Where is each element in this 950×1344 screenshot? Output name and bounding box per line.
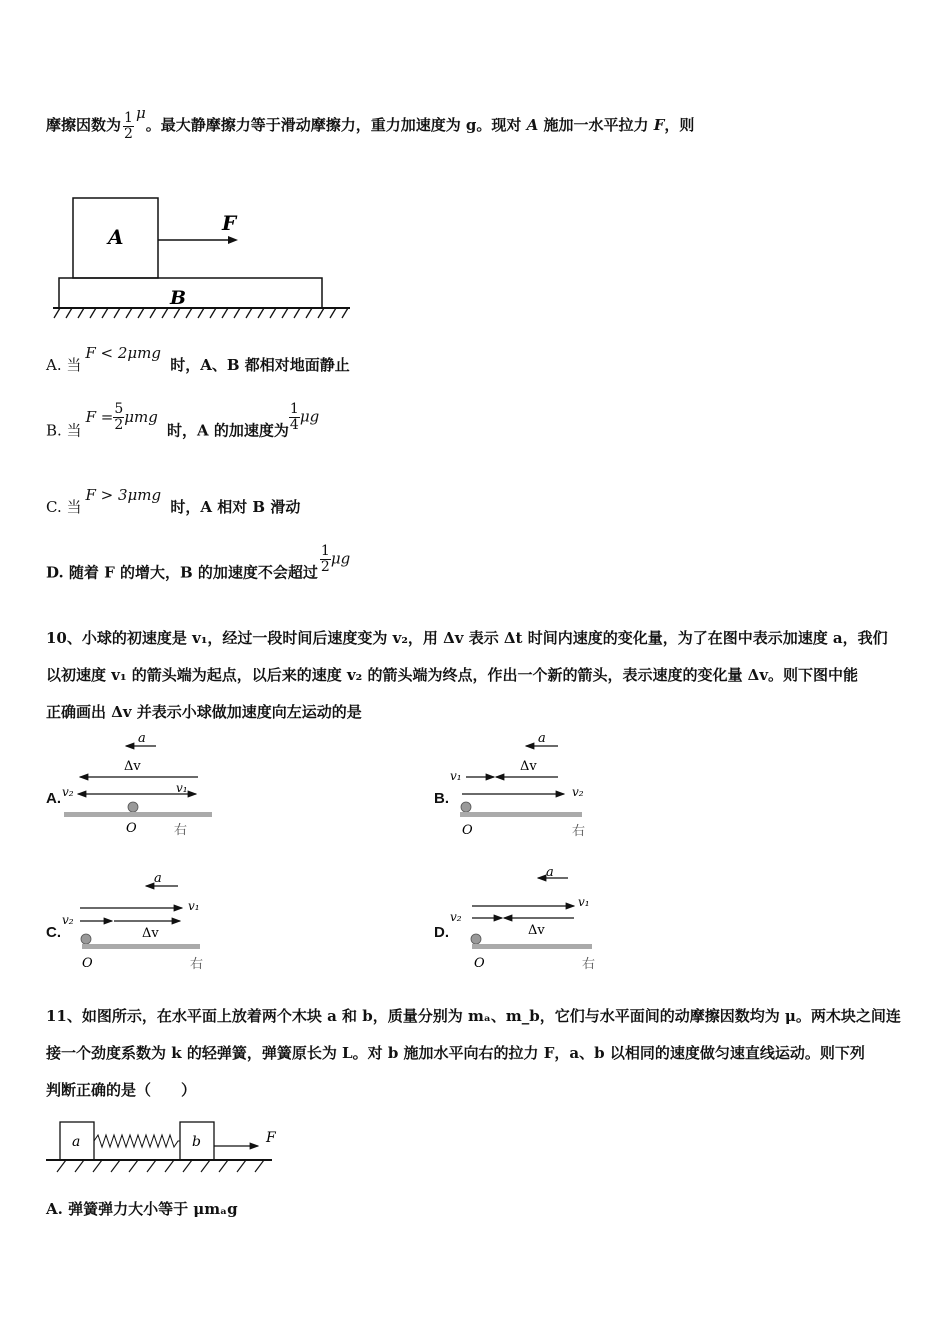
q9-option-d-fraction: $\frac{1}{2}$	[320, 543, 330, 575]
svg-text:Δv: Δv	[528, 923, 545, 938]
q9-option-a[interactable]: A. 当F < 2μmg 时，A、B 都相对地面静止	[46, 344, 350, 374]
q10-line2: 以初速度 v₁ 的箭头端为起点，以后来的速度 v₂ 的箭头端为终点，作出一个新的箭头，表示速度的变化量 Δv。则下图中能	[46, 666, 859, 684]
q10-option-c-label[interactable]: C.	[46, 924, 61, 941]
svg-text:右: 右	[572, 824, 586, 839]
q9-option-a-math: F < 2μmg	[85, 344, 162, 362]
q9-intro-mu: μ	[135, 104, 146, 122]
svg-text:Δv: Δv	[124, 759, 141, 774]
q11-line1: 11、如图所示，在水平面上放着两个木块 a 和 b，质量分别为 mₐ、m_b，它们与水平面间的动摩擦因数均为 μ。两木块之间连	[46, 1007, 901, 1025]
svg-text:v₁: v₁	[578, 895, 590, 909]
svg-text:v₂: v₂	[572, 785, 584, 799]
q10-option-d-label[interactable]: D.	[434, 924, 449, 941]
svg-text:O: O	[126, 821, 137, 836]
svg-text:v₂: v₂	[62, 785, 74, 799]
q9-option-b-fraction2: $\frac{1}{4}$	[289, 401, 299, 433]
q9-intro-a: A	[526, 116, 539, 134]
q10-diagram-a	[58, 730, 218, 840]
q9-intro-f: F	[653, 116, 665, 134]
q10-option-b-label[interactable]: B.	[434, 790, 449, 807]
q11-figure	[44, 1118, 284, 1178]
q11-block-a-label: a	[72, 1134, 81, 1150]
svg-text:v₂: v₂	[450, 910, 462, 924]
q11-line2: 接一个劲度系数为 k 的轻弹簧，弹簧原长为 L。对 b 施加水平向右的拉力 F，a、b 以相同的速度做匀速直线运动。则下列	[46, 1044, 865, 1062]
q9-force-label: F	[222, 211, 237, 235]
q10-diagram-b	[446, 730, 606, 840]
svg-text:O: O	[474, 956, 485, 971]
q10-question	[46, 620, 908, 731]
q9-intro-post: 。最大静摩擦力等于滑动摩擦力，重力加速度为 g。现对	[145, 116, 527, 134]
q10-line3: 正确画出 Δv 并表示小球做加速度向左运动的是	[46, 703, 362, 721]
q10-line1: 10、小球的初速度是 v₁，经过一段时间后速度变为 v₂，用 Δv 表示 Δt 时间内速度的变化量，为了在图中表示加速度 a，我们	[46, 629, 888, 647]
q9-option-c-math: F > 3μmg	[85, 486, 162, 504]
q9-intro	[46, 104, 694, 142]
q9-option-b-fraction: $\frac{5}{2}$	[114, 401, 124, 433]
q9-block-a-label: A	[108, 225, 124, 249]
svg-text:v₂: v₂	[62, 913, 74, 927]
svg-text:Δv: Δv	[142, 926, 159, 941]
q11-force-label: F	[266, 1130, 276, 1146]
svg-text:O: O	[82, 956, 93, 971]
q11-line3: 判断正确的是（ ）	[46, 1081, 197, 1099]
svg-text:O: O	[462, 823, 473, 838]
q9-intro-end: ，则	[664, 116, 695, 134]
q10-option-a-label[interactable]: A.	[46, 790, 61, 807]
q10-diagram-c	[58, 864, 218, 974]
q9-figure	[50, 190, 360, 325]
q9-intro-pre: 摩擦因数为	[46, 116, 122, 134]
svg-text:Δv: Δv	[520, 759, 537, 774]
q11-question	[46, 998, 908, 1109]
svg-text:右: 右	[190, 957, 204, 972]
q9-intro-mid: 施加一水平拉力	[538, 116, 654, 134]
q9-option-d[interactable]: D. 随着 F 的增大，B 的加速度不会超过 $\frac{1}{2}$ μg	[46, 543, 351, 582]
svg-text:v₁: v₁	[188, 899, 200, 913]
svg-text:v₁: v₁	[450, 769, 462, 783]
svg-text:右: 右	[582, 957, 596, 972]
q9-block-b-label: B	[170, 287, 187, 309]
q9-intro-fraction: $\frac{1}{2}$	[124, 109, 133, 142]
svg-text:a: a	[138, 731, 146, 746]
svg-text:右: 右	[174, 823, 188, 838]
q9-option-c[interactable]: C. 当F > 3μmg 时，A 相对 B 滑动	[46, 486, 301, 516]
svg-text:a: a	[154, 871, 162, 886]
q9-option-b[interactable]: B. 当F = $\frac{5}{2}$ μmg 时，A 的加速度为 $\frac{1}{4}$ μg	[46, 401, 320, 440]
svg-text:a: a	[538, 731, 546, 746]
q10-diagram-d	[446, 864, 606, 974]
q11-option-a[interactable]: A. 弹簧弹力大小等于 μmₐg	[46, 1200, 238, 1218]
svg-text:a: a	[546, 865, 554, 880]
svg-text:v₁: v₁	[176, 781, 188, 795]
q11-block-b-label: b	[192, 1134, 201, 1150]
